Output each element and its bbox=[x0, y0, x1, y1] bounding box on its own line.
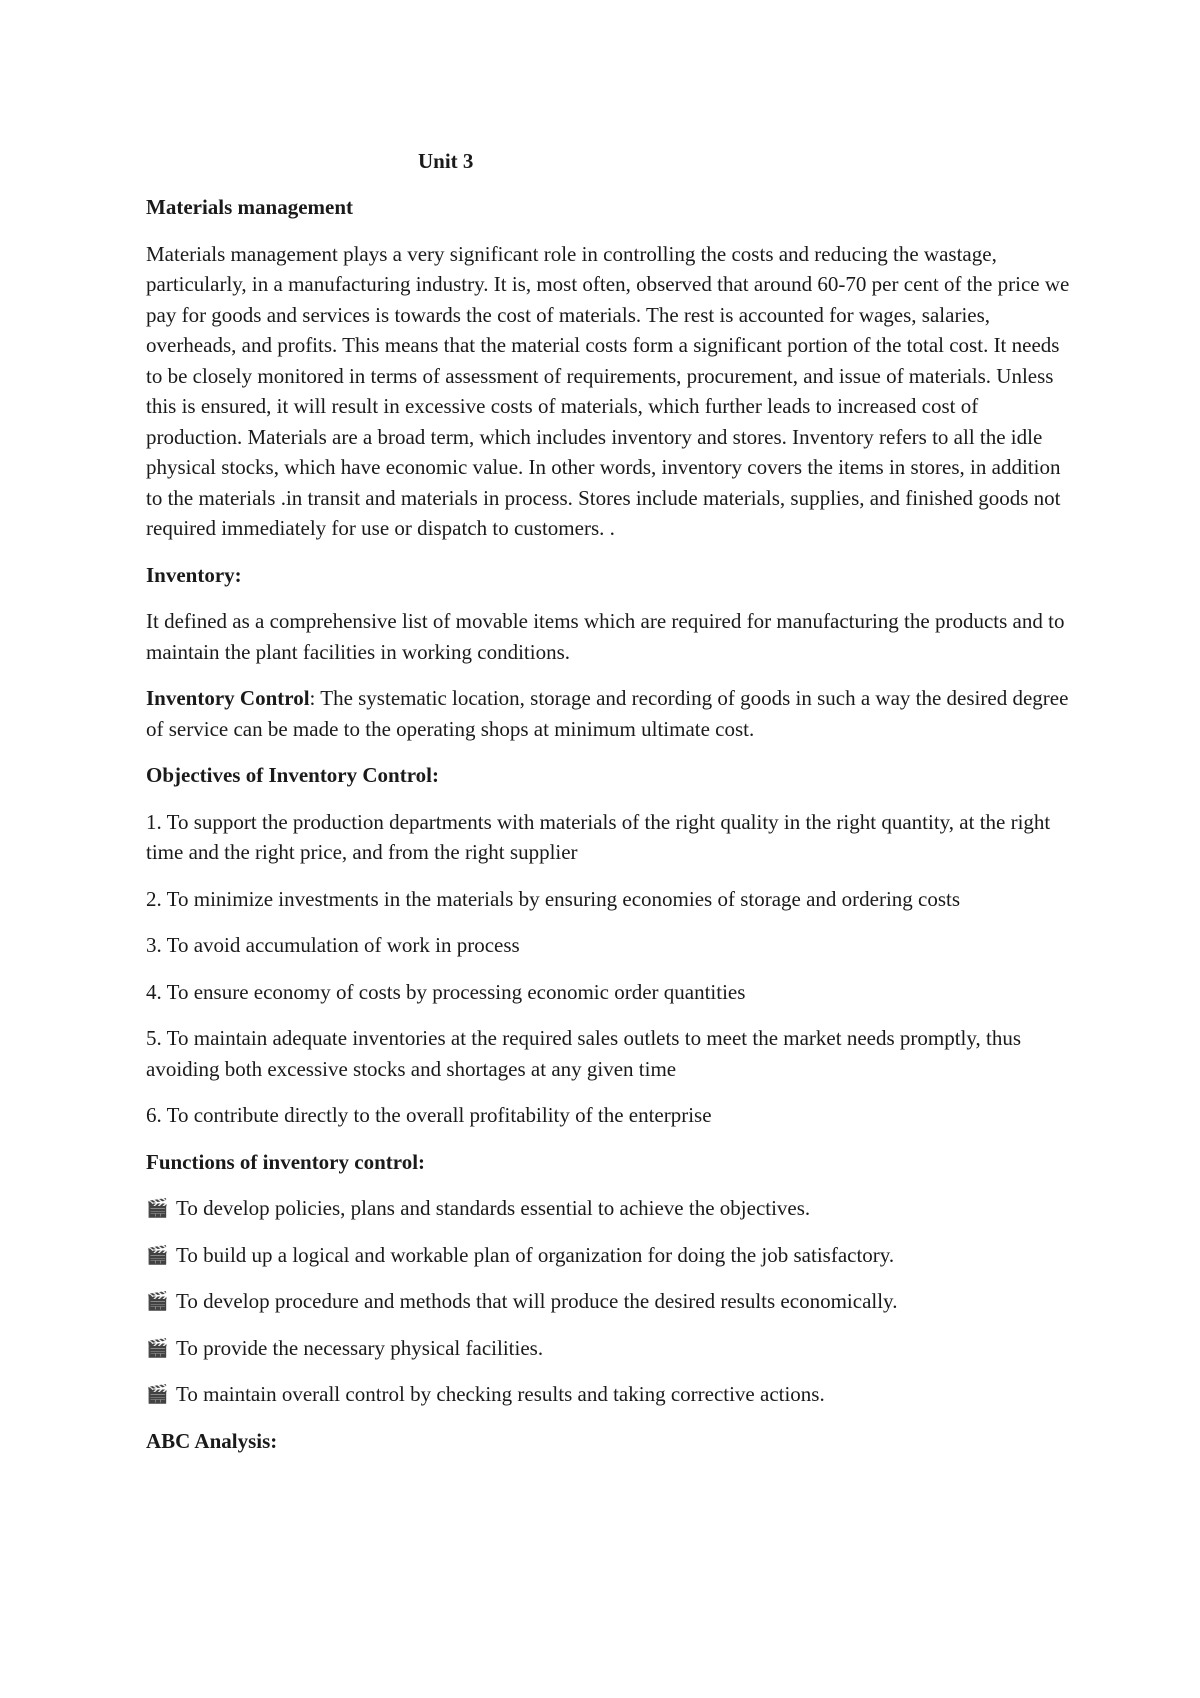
materials-management-heading: Materials management bbox=[146, 195, 354, 219]
function-item-text: To provide the necessary physical facilities. bbox=[176, 1335, 544, 1360]
inventory-control-definition: : The systematic location, storage and recording of goods in such a way the desired degree of service can be made to the operating shops at minimum ultimate cost. bbox=[146, 686, 1069, 741]
clapperboard-icon: 🎬 bbox=[146, 1244, 169, 1265]
inventory-control-paragraph bbox=[146, 683, 1076, 744]
objective-item: 4. To ensure economy of costs by processing economic order quantities bbox=[146, 979, 746, 1004]
functions-heading: Functions of inventory control: bbox=[146, 1149, 426, 1174]
function-item-text: To develop policies, plans and standards essential to achieve the objectives. bbox=[176, 1196, 811, 1220]
objective-item: 3. To avoid accumulation of work in process bbox=[146, 933, 520, 957]
document-content bbox=[146, 192, 1076, 1472]
objective-item: 6. To contribute directly to the overall profitability of the enterprise bbox=[146, 1103, 712, 1127]
inventory-paragraph: It defined as a comprehensive list of movable items which are required for manufacturing the products and to maintain the plant facilities in working conditions. bbox=[146, 609, 1065, 664]
function-item-text: To maintain overall control by checking results and taking corrective actions. bbox=[176, 1382, 825, 1406]
function-item bbox=[146, 1193, 1076, 1224]
objective-item: 1. To support the production departments with materials of the right quality in the right quantity, at the right time and the right price, and from the right supplier bbox=[146, 809, 1051, 864]
objectives-heading: Objectives of Inventory Control: bbox=[146, 763, 439, 787]
clapperboard-icon: 🎬 bbox=[146, 1291, 169, 1311]
inventory-control-term: Inventory Control bbox=[146, 686, 310, 710]
function-item bbox=[146, 1240, 1076, 1271]
function-item bbox=[146, 1333, 1076, 1364]
objective-item: 5. To maintain adequate inventories at the required sales outlets to meet the market needs promptly, thus avoiding both excessive stocks and shortages at any given time bbox=[146, 1026, 1022, 1081]
clapperboard-icon: 🎬 bbox=[146, 1384, 169, 1404]
clapperboard-icon: 🎬 bbox=[146, 1337, 169, 1358]
unit-title: Unit 3 bbox=[418, 149, 474, 173]
function-item bbox=[146, 1379, 1076, 1410]
function-item bbox=[146, 1286, 1076, 1317]
abc-analysis-heading: ABC Analysis: bbox=[146, 1428, 278, 1453]
function-item-text: To develop procedure and methods that will produce the desired results economically. bbox=[176, 1289, 898, 1313]
materials-management-paragraph: Materials management plays a very significant role in controlling the costs and reducing the wastage, particularly, in a manufacturing industry. It is, most often, observed that around 60-70 per cent of the price we pay for goods and services is towards the cost of materials. The rest is accounted for wages, salaries, overheads, and profits. This means that the material costs form a significant portion of the total cost. It needs to be closely monitored in terms of assessment of requirements, procurement, and issue of materials. Unless this is ensured, it will result in excessive costs of materials, which further leads to increased cost of production. Materials are a broad term, which includes inventory and stores. Inventory refers to all the idle physical stocks, which have economic value. In other words, inventory covers the items in stores, in addition to the materials .in transit and materials in process. Stores include materials, supplies, and finished goods not required immediately for use or dispatch to customers. . bbox=[146, 241, 1070, 540]
clapperboard-icon: 🎬 bbox=[146, 1198, 169, 1218]
inventory-heading: Inventory: bbox=[146, 562, 242, 587]
objective-item: 2. To minimize investments in the materials by ensuring economies of storage and ordering costs bbox=[146, 886, 961, 911]
function-item-text: To build up a logical and workable plan of organization for doing the job satisfactory. bbox=[176, 1242, 895, 1267]
